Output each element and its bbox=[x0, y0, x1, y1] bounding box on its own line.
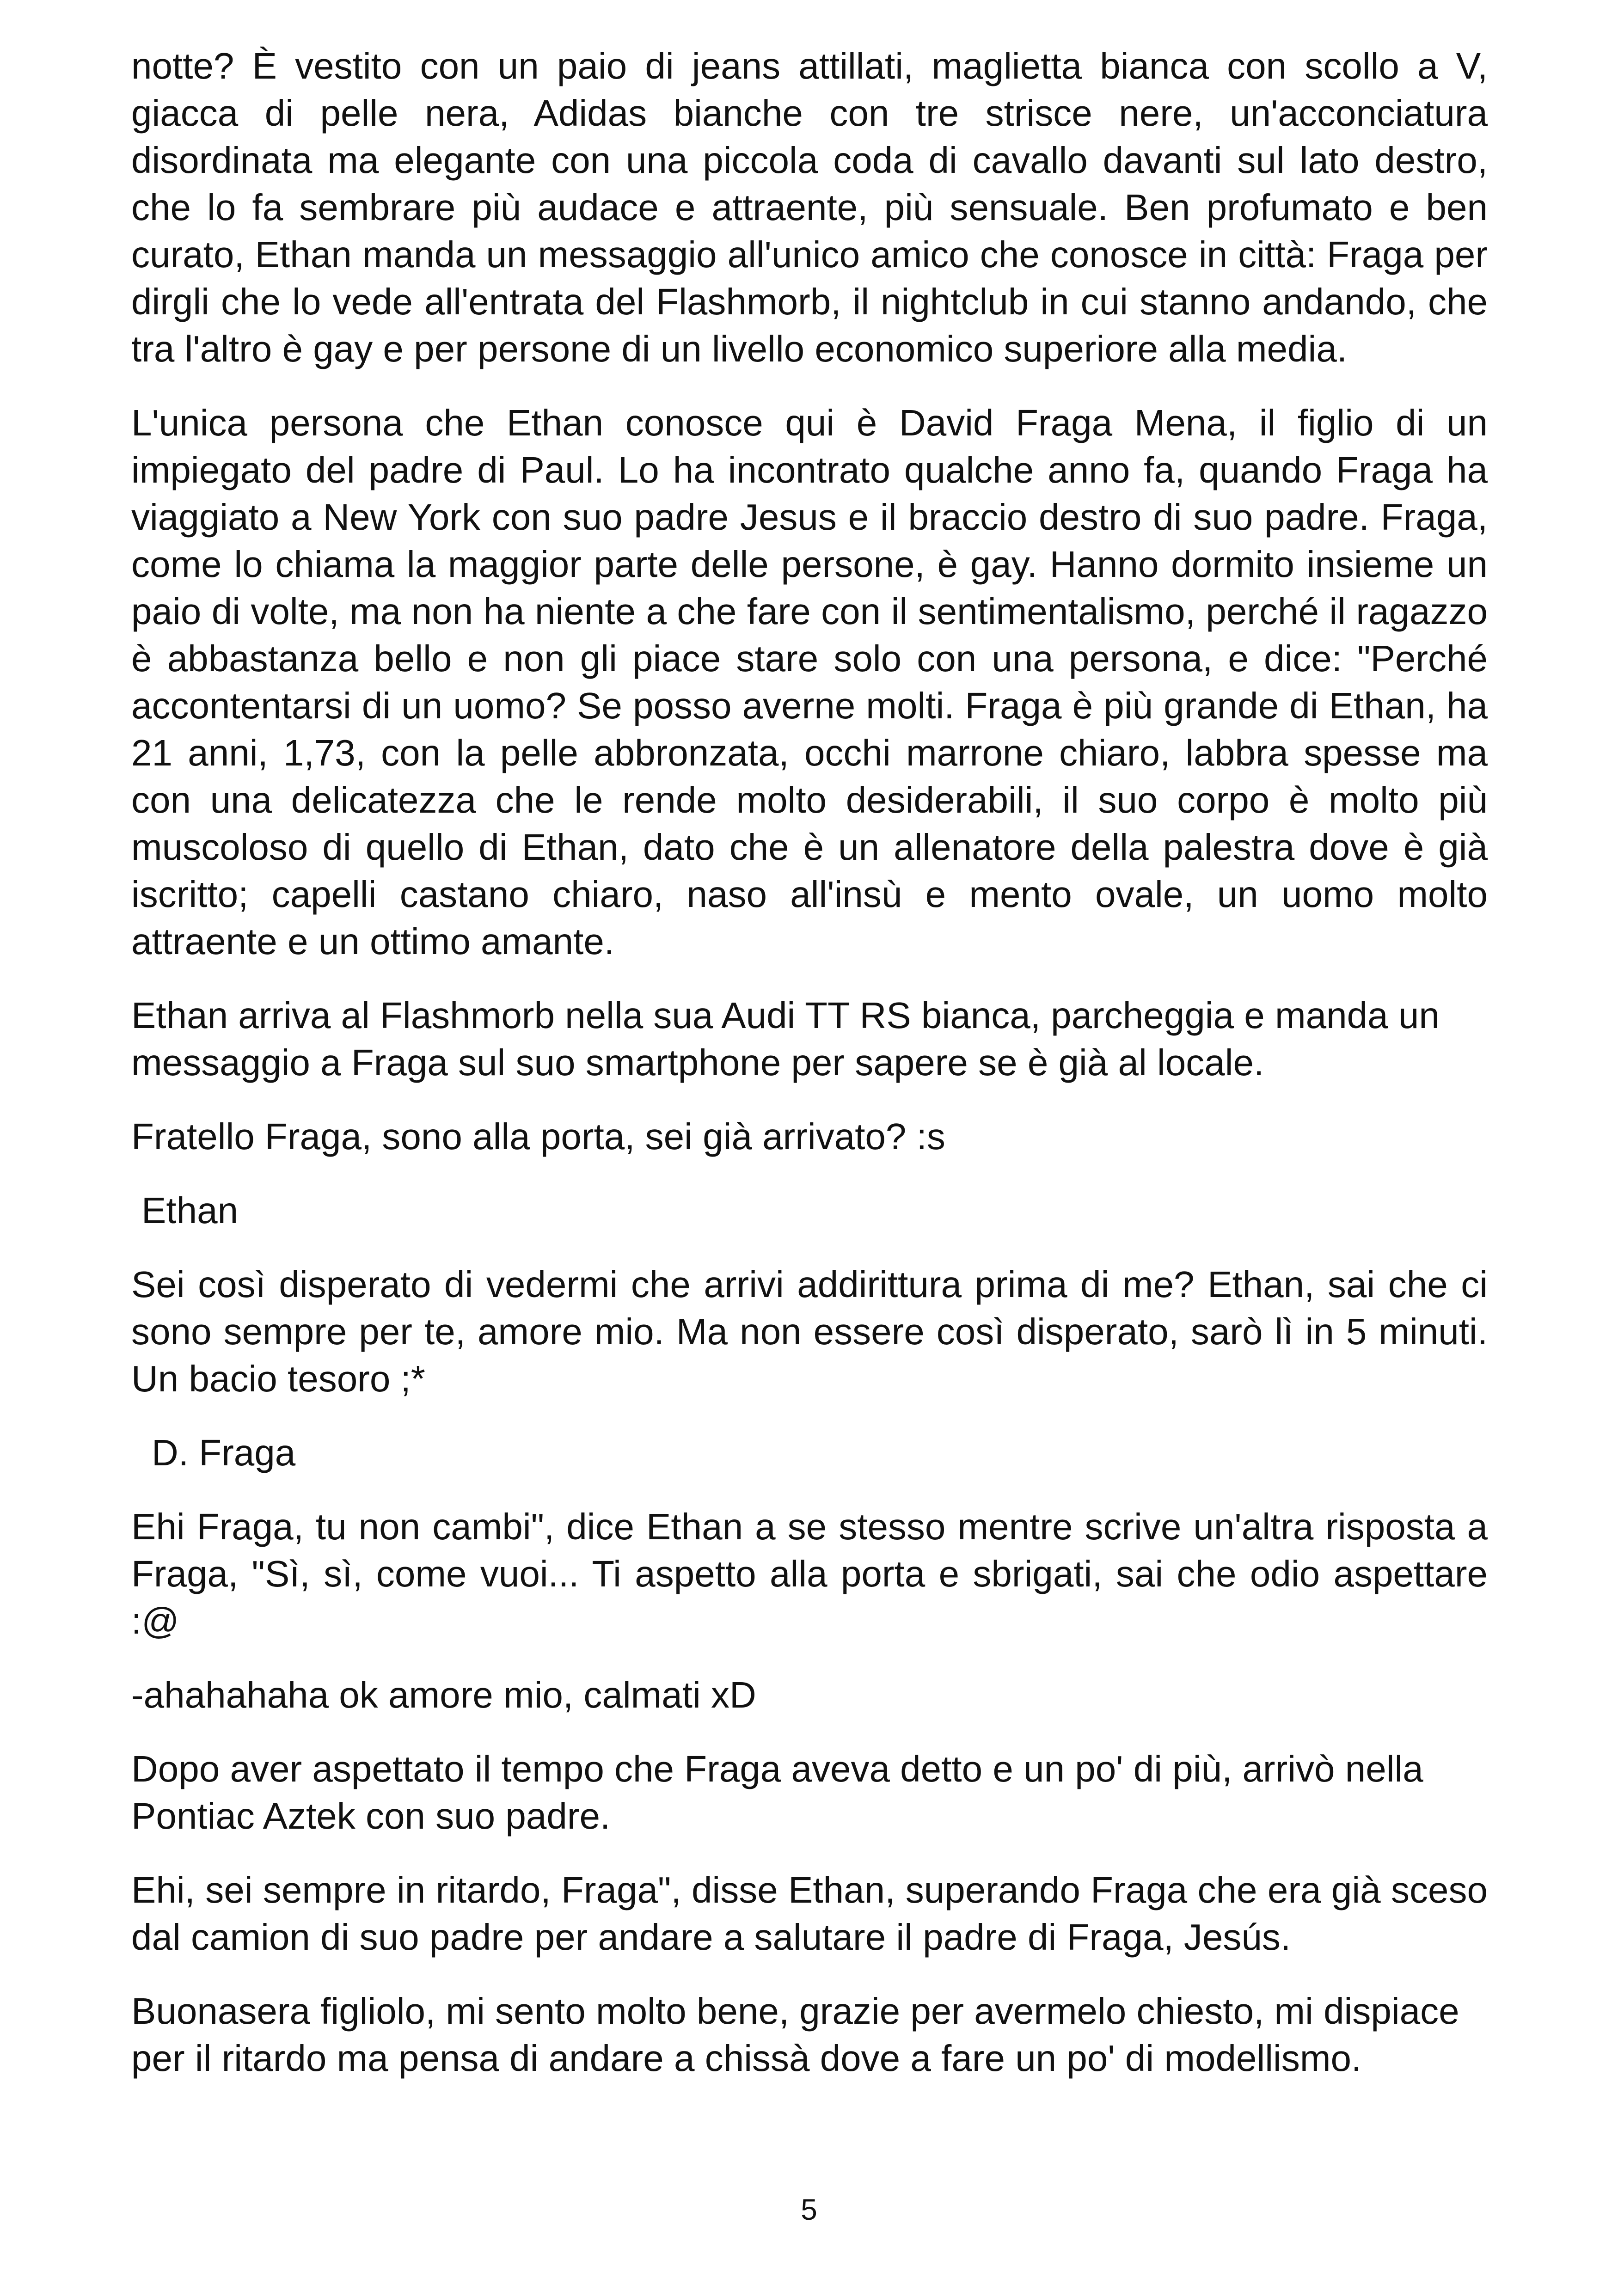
message-fraga-reply: -ahahahaha ok amore mio, calmati xD bbox=[131, 1674, 756, 1715]
paragraph-arrival: Ethan arriva al Flashmorb nella sua Audi TT RS bianca, parcheggia e manda un messaggio a Fraga sul suo smartphone per sapere se è già al locale. bbox=[131, 995, 1440, 1083]
page-number: 5 bbox=[801, 2193, 817, 2226]
paragraph-greeting: Buonasera figliolo, mi sento molto bene, grazie per avermelo chiesto, mi dispiace per il ritardo ma pensa di andare a chissà dove a fare un po' di modellismo. bbox=[131, 1990, 1459, 2079]
paragraph-waiting: Dopo aver aspettato il tempo che Fraga aveva detto e un po' di più, arrivò nella Pontiac Aztek con suo padre. bbox=[131, 1748, 1423, 1837]
paragraph-late: Ehi, sei sempre in ritardo, Fraga", disse Ethan, superando Fraga che era già sceso dal camion di suo padre per andare a salutare il padre di Fraga, Jesús. bbox=[131, 1869, 1488, 1958]
signature-fraga: D. Fraga bbox=[152, 1432, 296, 1473]
message-ethan: Fratello Fraga, sono alla porta, sei già arrivato? :s bbox=[131, 1116, 945, 1157]
message-fraga: Sei così disperato di vedermi che arrivi addirittura prima di me? Ethan, sai che ci sono sempre per te, amore mio. Ma non essere così disperato, sarò lì in 5 minuti. Un bacio tesoro ;* bbox=[131, 1264, 1488, 1399]
paragraph-reply: Ehi Fraga, tu non cambi", dice Ethan a se stesso mentre scrive un'altra risposta a Fraga, "Sì, sì, come vuoi... Ti aspetto alla porta e sbrigati, sai che odio aspettare :@ bbox=[131, 1506, 1488, 1641]
paragraph-outfit: notte? È vestito con un paio di jeans attillati, maglietta bianca con scollo a V, giacca di pelle nera, Adidas bianche con tre strisce nere, un'acconciatura disordinata ma elegante con una piccola coda di cavallo davanti sul lato destro, che lo fa sembrare più audace e attraente, più sensuale. Ben profumato e ben curato, Ethan manda un messaggio all'unico amico che conosce in città: Fraga per dirgli che lo vede all'entrata del Flashmorb, il nightclub in cui stanno andando, che tra l'altro è gay e per persone di un livello economico superiore alla media. bbox=[131, 45, 1488, 369]
signature-ethan: Ethan bbox=[141, 1190, 239, 1231]
paragraph-fraga-description: L'unica persona che Ethan conosce qui è David Fraga Mena, il figlio di un impiegato del padre di Paul. Lo ha incontrato qualche anno fa, quando Fraga ha viaggiato a New York con suo padre Jesus e il braccio destro di suo padre. Fraga, come lo chiama la maggior parte delle persone, è gay. Hanno dormito insieme un paio di volte, ma non ha niente a che fare con il sentimentalismo, perché il ragazzo è abbastanza bello e non gli piace stare solo con una persona, e dice: "Perché accontentarsi di un uomo? Se posso averne molti. Fraga è più grande di Ethan, ha 21 anni, 1,73, con la pelle abbronzata, occhi marrone chiaro, labbra spesse ma con una delicatezza che le rende molto desiderabili, il suo corpo è molto più muscoloso di quello di Ethan, dato che è un allenatore della palestra dove è già iscritto; capelli castano chiaro, naso all'insù e mento ovale, un uomo molto attraente e un ottimo amante. bbox=[131, 402, 1488, 962]
body-text bbox=[131, 43, 1488, 2109]
